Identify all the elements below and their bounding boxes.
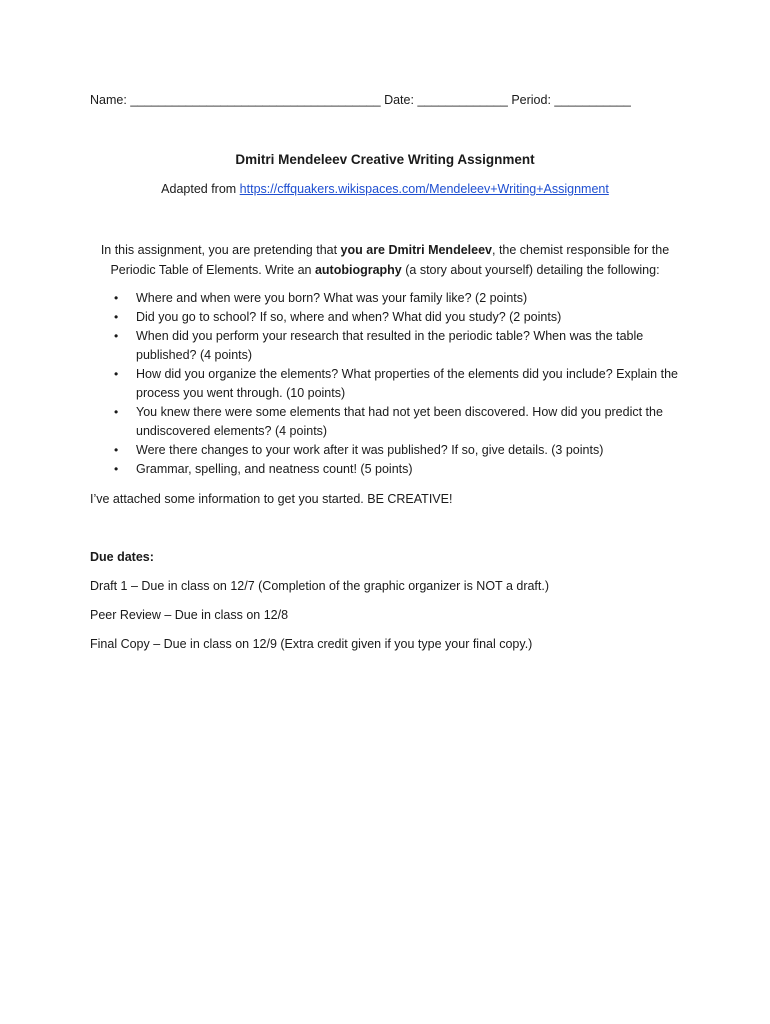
student-info-line — [90, 93, 631, 107]
list-item — [90, 403, 690, 441]
list-item — [90, 460, 690, 479]
name-blank: ____________________________________ — [130, 93, 381, 107]
intro-text-2: , the chemist responsible for the Periodic Table of Elements. Write an — [110, 243, 670, 277]
bullet-icon: • — [114, 462, 119, 476]
list-item-text: Where and when were you born? What was your family like? (2 points) — [136, 291, 528, 305]
document-title: Dmitri Mendeleev Creative Writing Assignment — [235, 152, 535, 167]
due-draft: Draft 1 – Due in class on 12/7 (Completion of the graphic organizer is NOT a draft.) — [90, 579, 550, 593]
bullet-icon: • — [114, 310, 119, 324]
bullet-icon: • — [114, 329, 119, 343]
bullet-icon: • — [114, 405, 119, 419]
list-item-text: Grammar, spelling, and neatness count! (5 points) — [136, 462, 413, 476]
requirements-list — [90, 289, 690, 479]
list-item — [90, 308, 690, 327]
intro-text-3: (a story about yourself) detailing the following: — [401, 263, 660, 277]
period-label: Period: — [511, 93, 551, 107]
attached-note: I’ve attached some information to get you started. BE CREATIVE! — [90, 492, 453, 506]
list-item — [90, 289, 690, 308]
due-final-copy: Final Copy – Due in class on 12/9 (Extra credit given if you type your final copy.) — [90, 637, 533, 651]
adapted-prefix: Adapted from — [161, 182, 240, 196]
list-item-text: You knew there were some elements that had not yet been discovered. How did you predict the undiscovered elements? (4 points) — [136, 405, 663, 438]
period-blank: ___________ — [554, 93, 631, 107]
due-dates-heading: Due dates: — [90, 550, 154, 564]
list-item-text: When did you perform your research that resulted in the periodic table? When was the table published? (4 points) — [136, 329, 644, 362]
intro-bold-1: you are Dmitri Mendeleev — [340, 243, 492, 257]
intro-paragraph — [90, 240, 680, 280]
bullet-icon: • — [114, 443, 119, 457]
list-item — [90, 365, 690, 403]
adapted-from-line — [0, 182, 770, 196]
date-blank: _____________ — [417, 93, 508, 107]
bullet-icon: • — [114, 291, 119, 305]
intro-text-1: In this assignment, you are pretending that — [100, 243, 341, 257]
list-item-text: Were there changes to your work after it was published? If so, give details. (3 points) — [136, 443, 604, 457]
source-link[interactable]: https://cffquakers.wikispaces.com/Mendeleev+Writing+Assignment — [239, 182, 609, 196]
intro-bold-2: autobiography — [314, 263, 402, 277]
date-label: Date: — [384, 93, 414, 107]
list-item — [90, 327, 690, 365]
list-item-text: Did you go to school? If so, where and when? What did you study? (2 points) — [136, 310, 562, 324]
due-peer-review: Peer Review – Due in class on 12/8 — [90, 608, 289, 622]
name-label: Name: — [90, 93, 127, 107]
list-item-text: How did you organize the elements? What properties of the elements did you include? Explain the process you went through. (10 points) — [136, 367, 678, 400]
bullet-icon: • — [114, 367, 119, 381]
list-item — [90, 441, 690, 460]
